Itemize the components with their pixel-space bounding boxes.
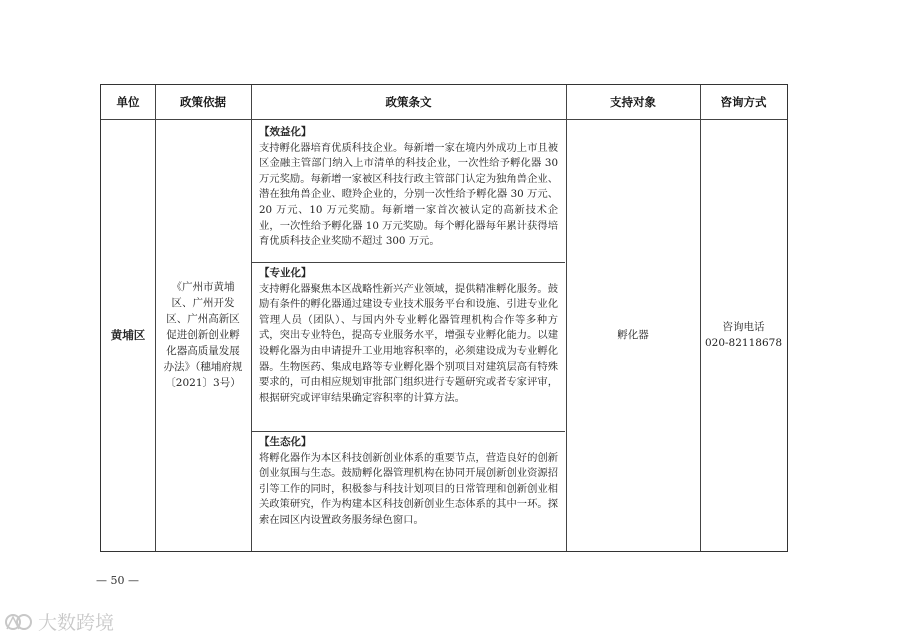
watermark-text: 大数跨境: [38, 612, 115, 634]
clause-heading: 【生态化】: [259, 436, 312, 448]
policy-basis-text: 《广州市黄埔区、广州开发区、广州高新区促进创新创业孵化器高质量发展办法》（穗埔府规〔2021〕3号）: [163, 281, 243, 389]
clause-efficiency: [251, 121, 566, 262]
policy-table: [100, 84, 788, 552]
header-target: 支持对象: [610, 95, 656, 109]
cell-target: 孵化器: [617, 329, 649, 341]
header-basis: 政策依据: [180, 95, 226, 109]
header-unit: 单位: [116, 95, 140, 109]
contact-label: 咨询电话: [722, 321, 765, 333]
clause-heading: 【专业化】: [259, 267, 312, 279]
page-number: — 50 —: [96, 574, 139, 587]
clause-text: 支持孵化器聚焦本区战略性新兴产业领域，提供精准孵化服务。鼓励有条件的孵化器通过建设专业技术服务平台和设施、引进专业化管理人员（团队）、与国内外专业孵化器管理机构合作等多种方式，突出专业特色，提高专业服务水平，增强专业孵化能力。以建设孵化器为由申请提升工业用地容积率的，必须建设成为专业孵化器。生物医药、集成电路等专业孵化器个别项目对建筑层高有特殊要求的，可由相应规划审批部门组织进行专题研究或者专家评审，根据研究或评审结果确定容积率的计算方法。: [259, 282, 558, 404]
clause-ecology: [251, 431, 566, 551]
cell-contact: [700, 119, 787, 551]
clause-text: 将孵化器作为本区科技创新创业体系的重要节点，营造良好的创新创业氛围与生态。鼓励孵化器管理机构在协同开展创新创业资源招引等工作的同时，积极参与科技计划项目的日常管理和创新创业相关政策研究，作为构建本区科技创新创业生态体系的其中一环。探索在园区内设置政务服务绿色窗口。: [259, 451, 558, 526]
watermark-logo-icon: [4, 611, 34, 633]
clause-specialization: [251, 262, 566, 431]
contact-phone: 020-82118678: [704, 337, 783, 349]
cell-basis: [155, 119, 251, 551]
clause-text: 支持孵化器培育优质科技企业。每新增一家在境内外成功上市且被区金融主管部门纳入上市清单的科技企业，一次性给予孵化器 30 万元奖励。每新增一家被区科技行政主管部门认定为独角兽企业、潜在独角兽企业、瞪羚企业的，分别一次性给予孵化器 30 万元、20 万元、10 万元奖励。每新增一家首次被认定的高新技术企业，一次性给予孵化器 10 万元奖励。每个孵化器每年累计获得培育优质科技企业奖励不超过 300 万元。: [259, 141, 558, 248]
watermark: [4, 608, 114, 635]
header-clauses: 政策条文: [385, 95, 432, 109]
header-contact: 咨询方式: [720, 95, 767, 109]
clause-heading: 【效益化】: [259, 126, 312, 138]
cell-unit: 黄埔区: [110, 328, 146, 342]
